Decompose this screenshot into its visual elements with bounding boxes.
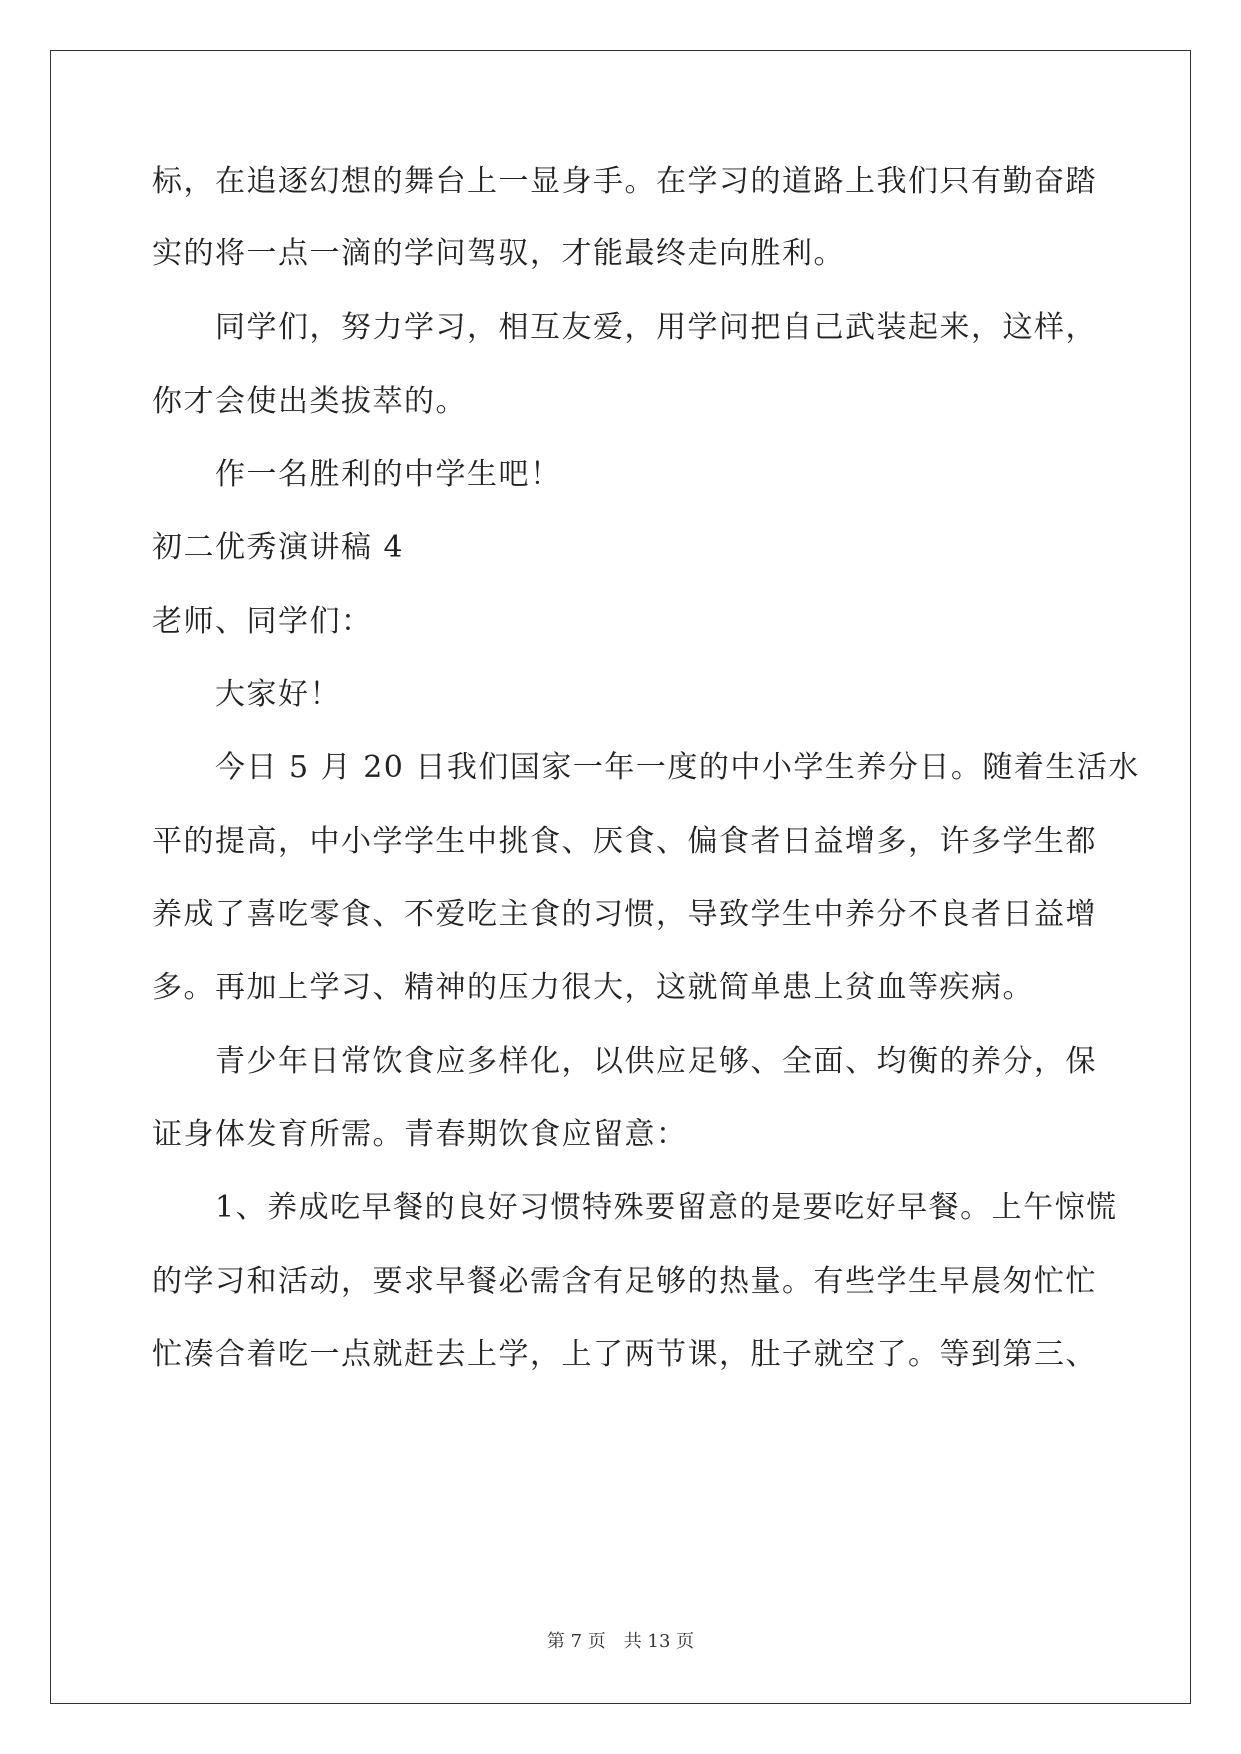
greeting: 大家好！ [215, 677, 341, 712]
paragraph-line: 证身体发育所需。青春期饮食应留意： [152, 1117, 688, 1152]
paragraph-line: 作一名胜利的中学生吧！ [215, 457, 562, 492]
paragraph-line: 忙凑合着吃一点就赶去上学，上了两节课，肚子就空了。等到第三、 [152, 1337, 1097, 1372]
paragraph-line: 青少年日常饮食应多样化，以供应足够、全面、均衡的养分，保 [215, 1044, 1097, 1079]
paragraph-line: 1、养成吃早餐的良好习惯特殊要留意的是要吃好早餐。上午惊慌 [215, 1190, 1118, 1225]
paragraph-line: 的学习和活动，要求早餐必需含有足够的热量。有些学生早晨匆忙忙 [152, 1264, 1097, 1299]
paragraph-line: 标，在追逐幻想的舞台上一显身手。在学习的道路上我们只有勤奋踏 [152, 164, 1097, 199]
page-footer [0, 1627, 1241, 1653]
section-heading: 初二优秀演讲稿 4 [152, 530, 405, 565]
paragraph-line: 同学们，努力学习，相互友爱，用学问把自己武装起来，这样， [215, 310, 1097, 345]
paragraph-line: 多。再加上学习、精神的压力很大，这就简单患上贫血等疾病。 [152, 970, 1034, 1005]
paragraph-line: 养成了喜吃零食、不爱吃主食的习惯，导致学生中养分不良者日益增 [152, 897, 1097, 932]
paragraph-line: 今日 5 月 20 日我们国家一年一度的中小学生养分日。随着生活水 [215, 750, 1140, 785]
page-number: 第 7 页 [546, 1631, 606, 1652]
paragraph-line: 实的将一点一滴的学问驾驭，才能最终走向胜利。 [152, 236, 845, 271]
salutation: 老师、同学们： [152, 604, 373, 639]
paragraph-line: 你才会使出类拔萃的。 [152, 384, 467, 419]
page-border [50, 50, 1191, 1704]
paragraph-line: 平的提高，中小学学生中挑食、厌食、偏食者日益增多，许多学生都 [152, 824, 1097, 859]
page-total: 共 13 页 [623, 1631, 695, 1652]
